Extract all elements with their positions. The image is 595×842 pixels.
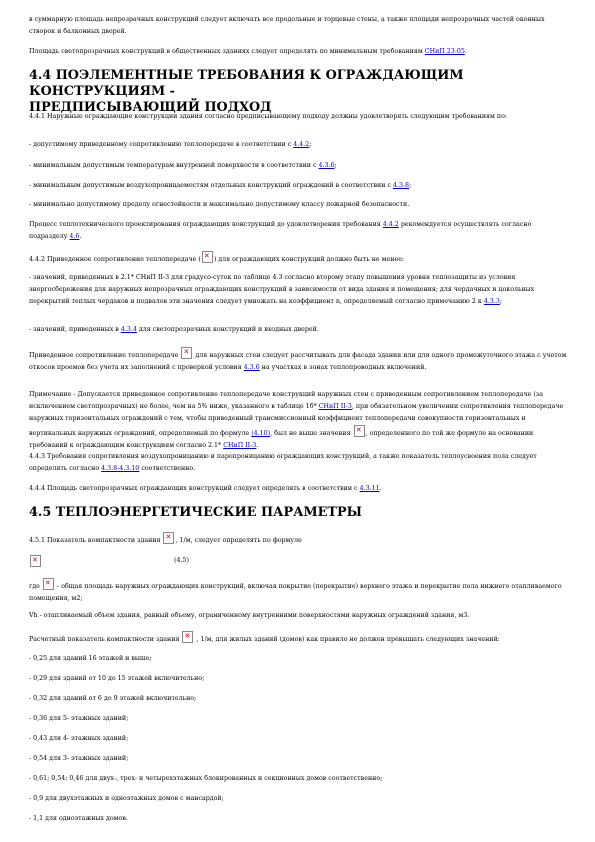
list-item: - 0,54 для 3- этажных зданий; <box>29 755 129 762</box>
paragraph-design-process: Процесс теплотехнического проектирования ограждающих конструкций до удовлетворения требования 4.4.2 рекомендуется осуществлять согласно подразделу 4.6. <box>29 221 532 240</box>
broken-image-icon <box>163 532 174 544</box>
link-4-3-3[interactable]: 4.3.3 <box>483 298 500 305</box>
formula-4-5 <box>29 555 569 570</box>
paragraph-translucent-area: Площадь светопрозрачных конструкций в общественных зданиях следует определять по минимальным требованиям СНиП 23-05. <box>29 48 467 55</box>
paragraph-calculated-compactness: Расчетный показатель компактности здания ✕ , 1/м, для жилых зданий (домов) как правило не должен превышать следующих значений: <box>29 631 569 646</box>
broken-image-icon <box>43 578 54 590</box>
link-4-3-8-4-3-10[interactable]: 4.3.8-4.3.10 <box>101 465 140 472</box>
section-heading-4-5: 4.5 ТЕПЛОЭНЕРГЕТИЧЕСКИЕ ПАРАМЕТРЫ <box>29 505 362 520</box>
paragraph-opaque-area: в суммарную площадь непрозрачных конструкций следует включать все продольные и торцевые стены, а также площади непрозрачных частей оконных створок и балконных дверей. <box>29 16 545 35</box>
list-item: - 0,61; 0,54; 0,46 для двух-, трех- и четырехэтажных блокированных и секционных домов соответственно; <box>29 775 383 782</box>
link-4-4-2[interactable]: 4.4.2 <box>293 141 310 148</box>
formula-image-icon <box>30 555 41 567</box>
broken-image-icon <box>354 425 365 437</box>
bullet-resistance: - допустимому приведенному сопротивлению теплопередаче в соответствии с 4.4.2; <box>29 141 312 148</box>
bullet-air-permeability: - минимальным допустимым воздухопроницаемостям отдельных конструкций ограждений в соответствии с 4.3.8; <box>29 182 412 189</box>
list-item: - 0,32 для зданий от 6 до 9 этажей включительно; <box>29 695 197 702</box>
link-4-3-8[interactable]: 4.3.8 <box>392 182 410 189</box>
link-snip-ii-3[interactable]: СНиП II-3 <box>223 442 257 449</box>
list-item: - 0,29 для зданий от 10 до 15 этажей включительно; <box>29 675 205 682</box>
paragraph-4-4-1: 4.4.1 Наружные ограждающие конструкции здания согласно предписывающему подходу должны удовлетворять следующим требованиям по: <box>29 113 508 120</box>
paragraph-vh: Vh - отапливаемый объем здания, равный объему, ограниченному внутренними поверхностями наружных ограждений здания, м3. <box>29 612 470 619</box>
formula-number: (4.5) <box>174 557 189 564</box>
section-heading-4-4: 4.4 ПОЭЛЕМЕНТНЫЕ ТРЕБОВАНИЯ К ОГРАЖДАЮЩИМ КОНСТРУКЦИЯМ - ПРЕДПИСЫВАЮЩИЙ ПОДХОД <box>29 68 464 115</box>
paragraph-reduced-resistance: Приведенное сопротивление теплопередаче ✕ для наружных стен следует рассчитывать для фасада здания или для одного промежуточного этажа с учетом откосов проемов без учета их заполнений с проверкой условия 4.3.6 на участках в зонах теплопроводных включений. <box>29 347 569 374</box>
broken-image-icon <box>181 347 192 359</box>
paragraph-note: Примечание - Допускается приведенное сопротивление теплопередаче конструкций наружных стен с приведенным сопротивлением теплопередаче (за исключением светопрозрачных) не более, чем на 5% ниже, указанного в таблице 1б* СНиП II-3, при обязательном увеличении сопротивления теплопередаче наружных горизонтальных ограждений с тем, чтобы приведенный трансмиссионный коэффициент теплопередачи совокупности горизонтальных и вертикальных наружных ограждений, определяемый по формуле (4.10), был не выше значения ✕ , определенного по той же формуле на основании требований к ограждающим конструкциям согласно 2.1* СНиП II-3. <box>29 389 569 452</box>
paragraph-where: где ✕ - общая площадь наружных ограждающих конструкций, включая покрытие (перекрытие) верхнего этажа и перекрытие пола нижнего отапливаемого помещения, м2; <box>29 578 569 605</box>
bullet-temperature: - минимальным допустимым температурам внутренней поверхности в соответствии с 4.3.6; <box>29 162 337 169</box>
paragraph-4-5-1: 4.5.1 Показатель компактности здания ✕ , 1/м, следует определять по формуле <box>29 532 569 547</box>
link-4-3-11[interactable]: 4.3.11 <box>359 485 380 492</box>
bullet-values-4-3-4: - значений, приведенных в 4.3.4 для светопрозрачных конструкций и входных дверей. <box>29 326 319 333</box>
link-snip-23-05[interactable]: СНиП 23-05 <box>424 48 465 55</box>
link-4-3-6[interactable]: 4.3.6 <box>318 162 335 169</box>
link-4-4-2[interactable]: 4.4.2 <box>382 221 399 228</box>
list-item: - 0,36 для 5- этажных зданий; <box>29 715 129 722</box>
bullet-values-snip: - значений, приведенных в 2.1* СНиП II-3 для градусо-суток по таблице 4.3 согласно второму этапу повышения уровня теплозащиты из условия энергосбережения для наружных непрозрачных ограждающих конструкций в зависимости от вида здания и помещения; для чердачных и цокольных перекрытий теплых чердаков и подвалов эти значения следует умножать на коэффициент n, определяемый согласно примечанию 2 к 4.3.3; <box>29 274 535 305</box>
list-item: - 0,25 для зданий 16 этажей и выше; <box>29 655 152 662</box>
paragraph-4-4-3: 4.4.3 Требования сопротивления воздухопроницанию и паропроницанию ограждающих конструкций, а также показатель теплоусвоения пола следует определять согласно 4.3.8-4.3.10 соответственно. <box>29 453 537 472</box>
broken-image-icon <box>202 251 213 263</box>
link-formula-4-10[interactable]: (4.10) <box>251 430 271 437</box>
link-4-3-4[interactable]: 4.3.4 <box>120 326 137 333</box>
paragraph-4-4-2: 4.4.2 Приведенное сопротивление теплопередаче (✕ ) для ограждающих конструкций должно быть не менее: <box>29 251 569 266</box>
link-4-3-6[interactable]: 4.3.6 <box>243 364 260 371</box>
broken-image-icon <box>182 631 193 643</box>
list-item: - 1,1 для одноэтажных домов. <box>29 815 128 822</box>
paragraph-4-4-4: 4.4.4 Площадь светопрозрачных ограждающих конструкций следует определять в соответствии с 4.3.11. <box>29 485 382 492</box>
list-item: - 0,9 для двухэтажных и одноэтажных домов с мансардой; <box>29 795 224 802</box>
list-item: - 0,43 для 4- этажных зданий; <box>29 735 129 742</box>
link-4-6[interactable]: 4.6 <box>69 233 80 240</box>
bullet-fire-resistance: - минимально допустимому пределу огнестойкости и максимально допустимому классу пожарной безопасности. <box>29 201 410 208</box>
link-snip-ii-3[interactable]: СНиП II-3 <box>318 403 352 410</box>
